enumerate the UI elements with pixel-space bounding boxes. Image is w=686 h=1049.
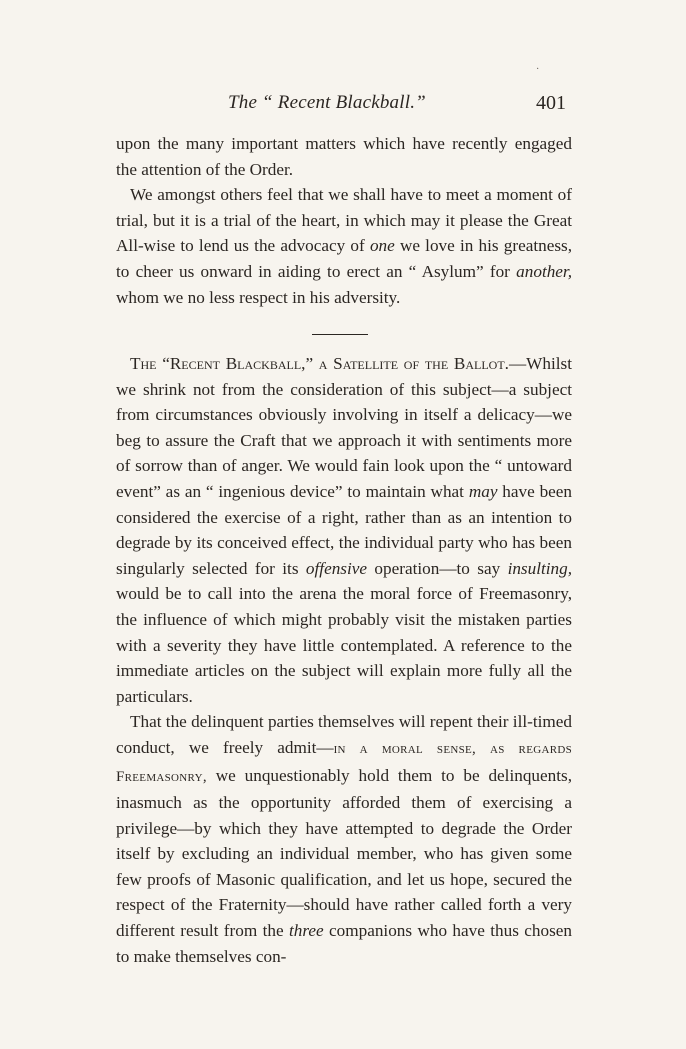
page-number: 401: [536, 92, 566, 114]
opening-text: [116, 131, 572, 310]
running-title: The “ Recent Blackball.”: [228, 92, 426, 113]
small-caps-phrase: in a moral sense, as regards Freemasonry,: [116, 740, 572, 785]
delinquent-paragraph: [116, 709, 572, 969]
stray-mark: ·: [536, 64, 540, 75]
asylum-text-3: whom we no less respect in his adversity.: [116, 287, 401, 307]
emphasis-may: may: [468, 481, 498, 501]
blackball-text-2: have been considered the exercise of a right, rather than as an intention to degrade by its conceived effect, the individual party who has been singularly selected for its: [116, 481, 573, 578]
section-heading: The “Recent Blackball,” a Satellite of the Ballot.: [130, 354, 509, 373]
delinquent-text-2: we unquestionably hold them to be delinquents, inasmuch as the opportunity afforded them of exercising a privilege—by which they have attempted to degrade the Order itself by excluding an individual member, who has given some few proofs of Masonic qualification, and let us hope, secured the respect of the Fraternity—should have rather called forth a very different result from the: [116, 765, 572, 941]
emphasis-insulting: insulting,: [507, 558, 573, 578]
asylum-paragraph: [116, 182, 572, 310]
emphasis-another: another,: [516, 261, 573, 281]
continuation-paragraph: upon the many important matters which have recently engaged the attention of the Order.: [116, 134, 572, 179]
running-header: [116, 92, 576, 122]
emphasis-one: one: [369, 236, 395, 256]
delinquent-text-3: companions who have thus chosen to make themselves con-: [116, 921, 572, 966]
emphasis-three: three: [288, 921, 324, 941]
blackball-text-4: would be to call into the arena the moral force of Freemasonry, the influence of which might probably visit the mistaken parties with a severity they have little contemplated. A reference to the immediate articles on the subject will explain more fully all the particulars.: [116, 584, 572, 706]
blackball-text-1: —Whilst we shrink not from the consideration of this subject—a subject from circumstances obviously involving in itself a delicacy—we beg to assure the Craft that we approach it with sentiments more of sorrow than of anger. We would fain look upon the “ untoward event” as an “ ingenious device” to maintain what: [116, 354, 572, 501]
emphasis-offensive: offensive: [305, 558, 368, 578]
asylum-text-1: We amongst others feel that we shall have to meet a moment of trial, but it is a trial of the heart, in which may it please the Great All-wise to lend us the advocacy of: [116, 185, 572, 256]
asylum-text-2: we love in his greatness, to cheer us onward in aiding to erect an “ Asylum” for: [116, 236, 572, 281]
article-text: [116, 351, 572, 969]
blackball-paragraph: [116, 351, 572, 709]
delinquent-text-1: That the delinquent parties themselves will repent their ill-timed conduct, we freely admit—: [116, 712, 572, 757]
section-divider: [312, 334, 368, 335]
blackball-text-3: operation—to say: [374, 558, 501, 578]
